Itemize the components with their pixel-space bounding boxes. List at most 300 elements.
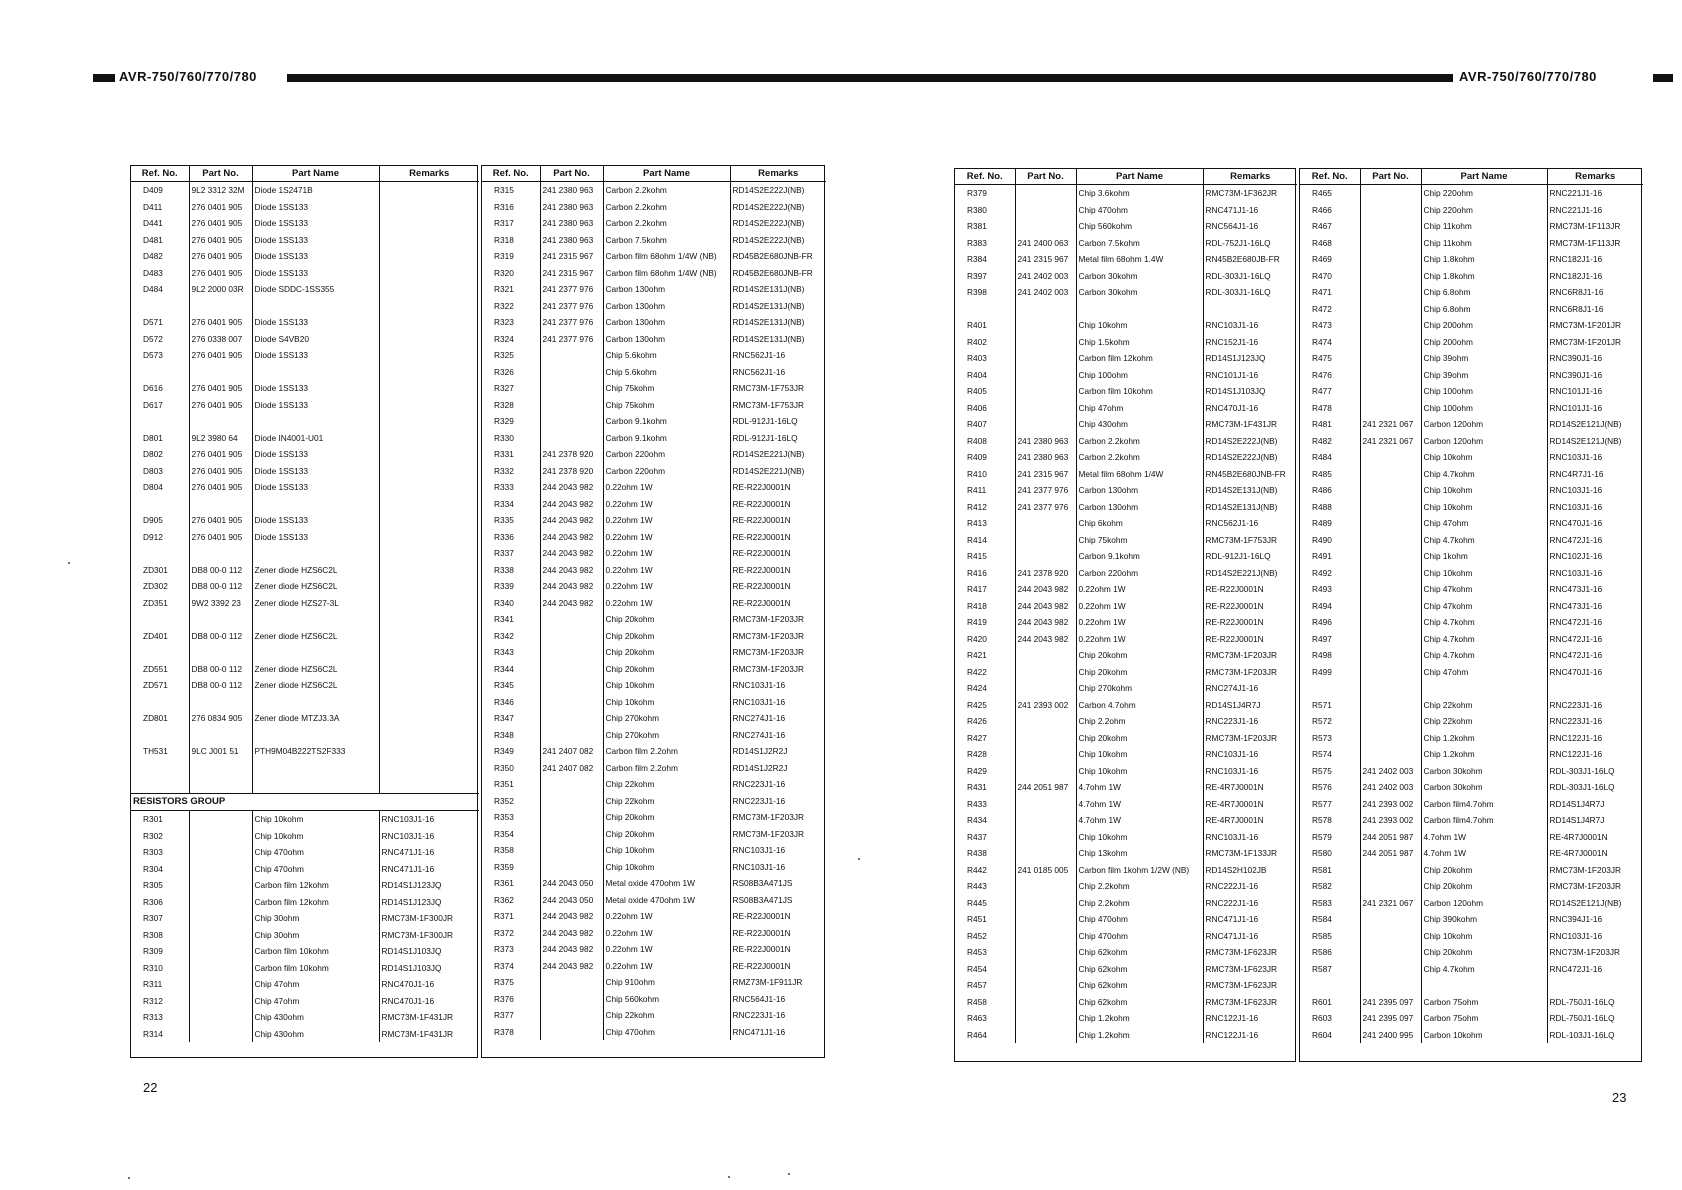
remarks-cell: RNC73M-1F203JR	[1549, 947, 1621, 958]
part-name-cell: Chip 10kohm	[1076, 746, 1203, 763]
ref-no-cell: R572	[1300, 713, 1360, 730]
part-no-cell	[540, 859, 603, 876]
part-name-cell: Chip 47kohm	[1421, 598, 1547, 615]
part-no-cell	[1015, 1027, 1076, 1044]
table-row	[955, 548, 1297, 565]
part-name-cell: Carbon film 12kohm	[1076, 350, 1203, 367]
part-no-cell	[1360, 482, 1421, 499]
part-no-cell: 244 2043 982	[1015, 631, 1076, 648]
part-name-cell: Chip 1.8kohm	[1421, 251, 1547, 268]
part-name-cell: Chip 200ohm	[1421, 334, 1547, 351]
part-name-cell: 4.7ohm 1W	[1076, 812, 1203, 829]
table-row	[482, 776, 826, 793]
ref-no-cell: R303	[131, 844, 189, 861]
remarks-cell: RMC73M-1F623JR	[1205, 996, 1277, 1007]
part-name-cell: Diode 1S2471B	[252, 182, 379, 199]
part-name-cell	[252, 776, 379, 793]
part-name-cell: Chip 22kohm	[603, 1007, 730, 1024]
remarks-cell: RE-R22J0001N	[732, 515, 791, 526]
table-row	[955, 466, 1297, 483]
part-no-cell	[540, 991, 603, 1008]
remarks-cell: RNC103J1-16	[732, 680, 786, 691]
remarks-cell: RD14S2E121J(NB)	[1549, 419, 1622, 430]
part-name-cell: Chip 10kohm	[1076, 829, 1203, 846]
remarks-cell: RMC73M-1F203JR	[732, 630, 804, 641]
remarks-cell	[379, 446, 479, 463]
table-row	[131, 993, 479, 1010]
part-no-cell	[189, 644, 252, 661]
table-row	[131, 529, 479, 546]
remarks-cell	[379, 628, 479, 645]
part-name-cell: Chip 100ohm	[1421, 400, 1547, 417]
ref-no-cell: R463	[955, 1010, 1015, 1027]
part-no-cell: 276 0401 905	[189, 265, 252, 282]
ref-no-cell	[1300, 680, 1360, 697]
ref-no-cell: R371	[482, 908, 540, 925]
part-name-cell: 0.22ohm 1W	[603, 595, 730, 612]
ref-no-header: Ref. No.	[482, 166, 540, 182]
part-name-cell: 0.22ohm 1W	[603, 512, 730, 529]
ref-no-cell: R464	[955, 1027, 1015, 1044]
part-name-cell: Carbon 130ohm	[1076, 499, 1203, 516]
ref-no-cell: D616	[131, 380, 189, 397]
remarks-cell: RD14S2E131J(NB)	[1205, 485, 1278, 496]
remarks-cell: RMC73M-1F753JR	[732, 383, 804, 394]
table-row	[1300, 482, 1643, 499]
remarks-cell: RE-R22J0001N	[732, 548, 791, 559]
ref-no-cell: ZD571	[131, 677, 189, 694]
ref-no-cell: R584	[1300, 911, 1360, 928]
ref-no-cell: R409	[955, 449, 1015, 466]
ref-no-cell: R374	[482, 958, 540, 975]
remarks-cell: RNC222J1-16	[1205, 881, 1259, 892]
remarks-cell: RDL-752J1-16LQ	[1205, 237, 1271, 248]
part-no-cell: 9L2 3312 32M	[189, 182, 252, 199]
table-row	[482, 578, 826, 595]
part-name-cell: Carbon film4.7ohm	[1421, 796, 1547, 813]
table-row	[131, 861, 479, 878]
part-no-cell: 244 2043 982	[540, 479, 603, 496]
remarks-cell: RNC562J1-16	[732, 366, 786, 377]
remarks-cell: RMC73M-1F300JR	[381, 929, 453, 940]
part-name-cell: 4.7ohm 1W	[1076, 779, 1203, 796]
part-no-cell: 276 0401 905	[189, 248, 252, 265]
table-row	[955, 862, 1297, 879]
part-no-cell	[1360, 581, 1421, 598]
part-no-cell	[1360, 565, 1421, 582]
ref-no-cell: R317	[482, 215, 540, 232]
table-row	[482, 314, 826, 331]
part-no-cell	[540, 364, 603, 381]
remarks-cell: RNC103J1-16	[1549, 501, 1603, 512]
part-name-cell: Carbon 120ohm	[1421, 895, 1547, 912]
remarks-cell: RNC470J1-16	[1205, 402, 1259, 413]
remarks-cell: RNC101J1-16	[1549, 402, 1603, 413]
table-row	[955, 680, 1297, 697]
ref-no-cell: R443	[955, 878, 1015, 895]
part-no-cell	[540, 380, 603, 397]
ref-no-cell: R473	[1300, 317, 1360, 334]
remarks-cell	[379, 611, 479, 628]
part-name-cell: Chip 470ohm	[603, 1024, 730, 1041]
remarks-cell: RD14S2H102JB	[1205, 864, 1267, 875]
table-row	[955, 1010, 1297, 1027]
ref-no-cell: R420	[955, 631, 1015, 648]
part-name-cell: Chip 22kohm	[1421, 697, 1547, 714]
ref-no-cell: R310	[131, 960, 189, 977]
ref-no-cell: R586	[1300, 944, 1360, 961]
table-row	[955, 251, 1297, 268]
part-name-cell: Zener diode MTZJ3.3A	[252, 710, 379, 727]
table-row	[1300, 218, 1643, 235]
part-name-cell: Carbon 2.2kohm	[603, 182, 730, 199]
table-row	[955, 713, 1297, 730]
part-no-cell	[1015, 185, 1076, 202]
part-name-cell: 0.22ohm 1W	[603, 545, 730, 562]
remarks-cell	[379, 380, 479, 397]
header-rule	[287, 74, 833, 82]
part-no-cell	[540, 826, 603, 843]
table-row	[482, 281, 826, 298]
table-row	[1300, 449, 1643, 466]
table-row	[955, 218, 1297, 235]
part-name-cell: Chip 100ohm	[1421, 383, 1547, 400]
part-name-cell: Chip 470ohm	[252, 844, 379, 861]
table-row	[1300, 862, 1643, 879]
table-row	[955, 664, 1297, 681]
scan-speck	[128, 1177, 130, 1179]
scan-speck	[858, 858, 860, 860]
part-no-cell: 241 2407 082	[540, 743, 603, 760]
part-name-cell	[252, 760, 379, 777]
part-no-cell	[540, 1007, 603, 1024]
remarks-cell	[1547, 977, 1643, 994]
table-row	[955, 895, 1297, 912]
table-row	[131, 910, 479, 927]
remarks-cell: RNC471J1-16	[381, 847, 435, 858]
part-no-cell: 276 0834 905	[189, 710, 252, 727]
part-name-cell: Chip 4.7kohm	[1421, 961, 1547, 978]
ref-no-cell: R482	[1300, 433, 1360, 450]
remarks-cell	[379, 677, 479, 694]
remarks-cell: RMC73M-1F203JR	[1205, 650, 1277, 661]
part-name-cell: Carbon film 68ohm 1/4W (NB)	[603, 265, 730, 282]
table-row	[482, 710, 826, 727]
ref-no-cell: R434	[955, 812, 1015, 829]
part-name-cell: Carbon 130ohm	[603, 314, 730, 331]
part-no-cell: 241 2380 963	[1015, 433, 1076, 450]
table-row	[1300, 829, 1643, 846]
ref-no-cell: R445	[955, 895, 1015, 912]
table-row	[955, 977, 1297, 994]
ref-no-cell: ZD301	[131, 562, 189, 579]
part-no-cell	[1360, 317, 1421, 334]
part-no-cell	[540, 710, 603, 727]
table-row	[955, 598, 1297, 615]
part-no-cell: 244 2043 982	[540, 958, 603, 975]
remarks-cell: RDL-303J1-16LQ	[1205, 287, 1271, 298]
part-name-cell: Chip 30ohm	[252, 927, 379, 944]
table-row	[482, 611, 826, 628]
ref-no-cell: R340	[482, 595, 540, 612]
ref-no-cell: R398	[955, 284, 1015, 301]
part-no-cell	[1360, 614, 1421, 631]
part-name-cell: Carbon 30kohm	[1421, 763, 1547, 780]
table-row	[1300, 680, 1643, 697]
ref-no-cell: R376	[482, 991, 540, 1008]
part-name-cell: Chip 10kohm	[252, 811, 379, 828]
part-name-cell: Chip 4.7kohm	[1421, 466, 1547, 483]
ref-no-cell: D912	[131, 529, 189, 546]
part-no-cell: 241 2402 003	[1015, 268, 1076, 285]
table-row	[131, 347, 479, 364]
part-no-cell	[1015, 301, 1076, 318]
scan-speck	[68, 562, 70, 564]
remarks-header: Remarks	[1203, 169, 1297, 185]
remarks-cell: RE-4R7J0001N	[1205, 782, 1264, 793]
table-row	[955, 631, 1297, 648]
table-row	[482, 628, 826, 645]
part-name-cell: 0.22ohm 1W	[603, 562, 730, 579]
table-row	[131, 1026, 479, 1043]
part-name-cell: Chip 390kohm	[1421, 911, 1547, 928]
table-row	[131, 960, 479, 977]
table-row	[131, 628, 479, 645]
part-name-cell: Carbon 75ohm	[1421, 1010, 1547, 1027]
remarks-header: Remarks	[379, 166, 479, 182]
ref-no-cell: R426	[955, 713, 1015, 730]
remarks-cell: RE-R22J0001N	[732, 482, 791, 493]
ref-no-cell: R587	[1300, 961, 1360, 978]
ref-no-cell: R574	[1300, 746, 1360, 763]
ref-no-cell: R305	[131, 877, 189, 894]
ref-no-cell: ZD302	[131, 578, 189, 595]
part-name-cell	[252, 727, 379, 744]
ref-no-cell	[131, 611, 189, 628]
table-row	[131, 811, 479, 828]
part-name-cell: Carbon 220ohm	[603, 446, 730, 463]
table-row	[1300, 317, 1643, 334]
part-no-cell	[189, 496, 252, 513]
header-rule	[833, 74, 1453, 82]
part-name-cell: Chip 270kohm	[1076, 680, 1203, 697]
remarks-cell: RNC103J1-16	[732, 696, 786, 707]
ref-no-cell: R468	[1300, 235, 1360, 252]
ref-no-cell: ZD801	[131, 710, 189, 727]
part-name-cell: Carbon film 10kohm	[252, 943, 379, 960]
ref-no-cell: R338	[482, 562, 540, 579]
part-name-cell: Carbon 7.5kohm	[603, 232, 730, 249]
part-no-cell	[540, 694, 603, 711]
remarks-cell: RNC470J1-16	[381, 979, 435, 990]
part-name-cell: PTH9M04B222TS2F333	[252, 743, 379, 760]
remarks-cell: RMC73M-1F203JR	[732, 828, 804, 839]
ref-no-cell: R415	[955, 548, 1015, 565]
ref-no-cell: R571	[1300, 697, 1360, 714]
table-row	[955, 301, 1297, 318]
part-name-header: Part Name	[1076, 169, 1203, 185]
table-row	[955, 202, 1297, 219]
ref-no-cell: R442	[955, 862, 1015, 879]
ref-no-cell: R488	[1300, 499, 1360, 516]
ref-no-cell: R351	[482, 776, 540, 793]
remarks-cell	[379, 331, 479, 348]
part-name-cell: 0.22ohm 1W	[1076, 614, 1203, 631]
table-row	[1300, 515, 1643, 532]
part-no-cell	[1360, 697, 1421, 714]
part-name-cell: Carbon 2.2kohm	[1076, 449, 1203, 466]
ref-no-cell: R429	[955, 763, 1015, 780]
part-no-cell	[189, 960, 252, 977]
table-row	[955, 449, 1297, 466]
part-name-cell: Chip 6.8ohm	[1421, 284, 1547, 301]
ref-no-cell: R489	[1300, 515, 1360, 532]
ref-no-cell	[131, 760, 189, 777]
remarks-cell: RE-R22J0001N	[732, 960, 791, 971]
remarks-cell	[379, 578, 479, 595]
table-row	[482, 1024, 826, 1041]
part-name-cell: Diode SDDC-1SS355	[252, 281, 379, 298]
part-no-cell	[1360, 515, 1421, 532]
part-name-cell	[1421, 977, 1547, 994]
ref-no-cell: R493	[1300, 581, 1360, 598]
ref-no-cell: R334	[482, 496, 540, 513]
part-no-cell: 241 2380 963	[1015, 449, 1076, 466]
ref-no-header: Ref. No.	[131, 166, 189, 182]
table-row	[1300, 235, 1643, 252]
remarks-cell: RNC473J1-16	[1549, 600, 1603, 611]
remarks-cell: RNC182J1-16	[1549, 254, 1603, 265]
part-name-cell: Chip 47kohm	[1421, 581, 1547, 598]
remarks-cell: RD14S1J4R7J	[1549, 815, 1605, 826]
ref-no-cell: R496	[1300, 614, 1360, 631]
table-row	[955, 268, 1297, 285]
part-name-cell: Chip 62kohm	[1076, 944, 1203, 961]
ref-no-cell: R583	[1300, 895, 1360, 912]
part-no-cell	[1015, 532, 1076, 549]
ref-no-cell	[131, 545, 189, 562]
table-row	[131, 644, 479, 661]
part-no-cell	[1015, 416, 1076, 433]
header-model-title: AVR-750/760/770/780	[119, 69, 257, 84]
part-no-cell	[540, 776, 603, 793]
part-no-cell	[1360, 631, 1421, 648]
remarks-cell: RNC274J1-16	[732, 713, 786, 724]
part-no-cell: 241 2321 067	[1360, 433, 1421, 450]
remarks-cell: RMC73M-1F753JR	[1205, 534, 1277, 545]
table-row	[131, 364, 479, 381]
part-no-header: Part No.	[1360, 169, 1421, 185]
table-row	[1300, 466, 1643, 483]
table-row	[955, 499, 1297, 516]
part-no-cell	[1360, 268, 1421, 285]
table-row	[955, 796, 1297, 813]
part-no-cell	[1360, 350, 1421, 367]
table-row	[1300, 730, 1643, 747]
remarks-cell	[379, 760, 479, 777]
remarks-cell: RD14S1J2R2J	[732, 746, 788, 757]
part-name-cell: Carbon 2.2kohm	[1076, 433, 1203, 450]
table-row	[1300, 928, 1643, 945]
remarks-cell: RNC472J1-16	[1549, 617, 1603, 628]
remarks-cell	[379, 776, 479, 793]
part-name-cell: Chip 20kohm	[603, 809, 730, 826]
part-no-cell	[189, 976, 252, 993]
part-no-cell	[1015, 400, 1076, 417]
remarks-cell: RNC182J1-16	[1549, 270, 1603, 281]
part-no-cell: 241 2402 003	[1360, 779, 1421, 796]
part-name-cell	[252, 496, 379, 513]
table-row	[131, 265, 479, 282]
part-name-cell	[252, 694, 379, 711]
remarks-cell: RNC472J1-16	[1549, 534, 1603, 545]
remarks-cell: RD14S1J103JQ	[1205, 386, 1266, 397]
part-name-cell: 4.7ohm 1W	[1421, 845, 1547, 862]
remarks-cell	[379, 743, 479, 760]
ref-no-cell: R379	[955, 185, 1015, 202]
part-name-cell: 4.7ohm 1W	[1421, 829, 1547, 846]
part-no-cell	[1015, 367, 1076, 384]
part-no-cell	[1015, 829, 1076, 846]
table-row	[955, 829, 1297, 846]
part-name-cell: Carbon film 2.2ohm	[603, 743, 730, 760]
part-no-cell	[1360, 400, 1421, 417]
part-name-cell: Chip 560kohm	[1076, 218, 1203, 235]
part-no-cell: 276 0401 905	[189, 512, 252, 529]
part-no-cell	[540, 347, 603, 364]
ref-no-cell	[955, 301, 1015, 318]
ref-no-cell: R601	[1300, 994, 1360, 1011]
part-name-cell: Chip 270kohm	[603, 727, 730, 744]
table-row	[955, 284, 1297, 301]
ref-no-cell: R326	[482, 364, 540, 381]
table-row	[482, 595, 826, 612]
part-no-cell: 241 2377 976	[540, 331, 603, 348]
ref-no-cell: R428	[955, 746, 1015, 763]
part-name-cell: Zener diode HZS27-3L	[252, 595, 379, 612]
remarks-cell	[379, 529, 479, 546]
ref-no-cell: R474	[1300, 334, 1360, 351]
table-row	[482, 809, 826, 826]
part-no-cell	[1015, 647, 1076, 664]
remarks-cell: RNC221J1-16	[1549, 204, 1603, 215]
table-row	[482, 958, 826, 975]
part-name-cell: Chip 2.2kohm	[1076, 878, 1203, 895]
table-row	[131, 380, 479, 397]
ref-no-cell: R327	[482, 380, 540, 397]
ref-no-cell: R465	[1300, 185, 1360, 202]
ref-no-cell: D481	[131, 232, 189, 249]
remarks-cell: RMC73M-1F203JR	[732, 647, 804, 658]
part-name-cell: Chip 10kohm	[1421, 928, 1547, 945]
table-row	[955, 779, 1297, 796]
table-row	[1300, 565, 1643, 582]
part-name-cell: Chip 10kohm	[603, 694, 730, 711]
remarks-cell: RNC103J1-16	[1205, 831, 1259, 842]
remarks-cell: RMC73M-1F203JR	[1549, 864, 1621, 875]
part-name-cell: Diode S4VB20	[252, 331, 379, 348]
remarks-cell: RE-R22J0001N	[732, 531, 791, 542]
ref-no-cell: R314	[131, 1026, 189, 1043]
ref-no-cell: R308	[131, 927, 189, 944]
remarks-cell: RE-4R7J0001N	[1549, 848, 1608, 859]
remarks-cell	[379, 347, 479, 364]
page-header-right	[833, 70, 1673, 84]
ref-no-cell: R490	[1300, 532, 1360, 549]
part-name-cell: Diode 1SS133	[252, 397, 379, 414]
remarks-cell: RMC73M-1F623JR	[1205, 947, 1277, 958]
page-header-left	[93, 70, 833, 84]
